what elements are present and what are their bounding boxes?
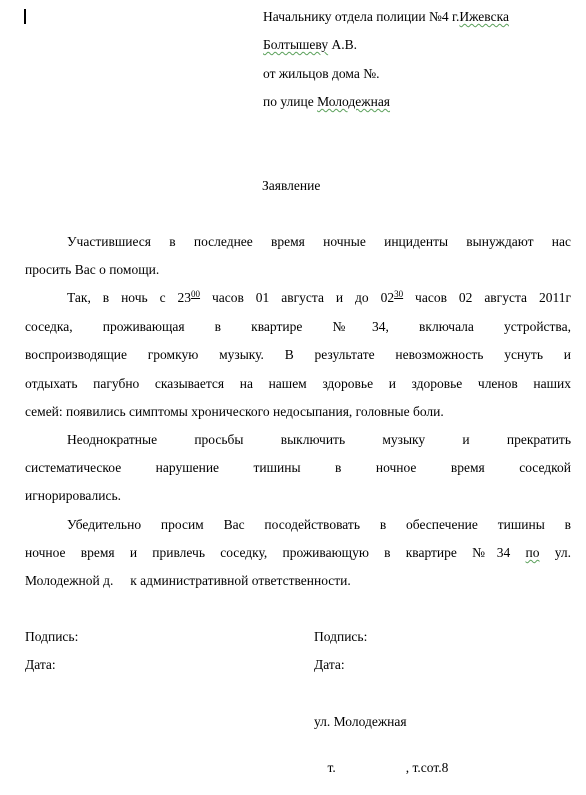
header-recipient-text: Начальнику отдела полиции №4 г. xyxy=(263,9,460,24)
para2-sup1: 00 xyxy=(191,289,201,299)
document-title: Заявление xyxy=(262,178,321,193)
header-street-prefix: по улице xyxy=(263,94,318,109)
header-street xyxy=(263,93,390,111)
header-street-name: Молодежная xyxy=(317,94,391,109)
para1-line1: Участившиеся в последнее время ночные инциденты вынуждают нас xyxy=(67,234,571,249)
text-cursor[interactable] xyxy=(24,9,26,24)
para2-text-b: часов 01 августа и до 02 xyxy=(200,290,395,305)
para2-line5: семей: появились симптомы хронического недосыпания, головные боли. xyxy=(25,404,444,419)
left-date-label: Дата: xyxy=(25,657,56,672)
header-surname: Болтышеву xyxy=(263,37,329,52)
para4-text-a: ночное время и привлечь соседку, проживающую в квартире №34 xyxy=(25,545,526,560)
header-recipient xyxy=(263,8,509,26)
address-street: ул. Молодежная xyxy=(314,714,407,729)
header-city: Ижевска xyxy=(459,9,509,24)
header-name xyxy=(263,36,357,54)
left-signature-label: Подпись: xyxy=(25,629,79,644)
para4-line1: Убедительно просим Вас посодействовать в обеспечение тишины в xyxy=(67,517,571,532)
address-phone xyxy=(314,741,448,795)
right-signature-label: Подпись: xyxy=(314,629,368,644)
para4-text-b: ул. xyxy=(539,545,571,560)
address-mobile: , т.сот.8 xyxy=(405,760,449,775)
para2-text-a: Так, в ночь с 23 xyxy=(67,290,192,305)
header-from: от жильцов дома №. xyxy=(263,66,380,81)
para2-line1 xyxy=(67,289,571,307)
para3-line1: Неоднократные просьбы выключить музыку и прекратить xyxy=(67,432,571,447)
para4-po: по xyxy=(525,545,540,560)
para4-line3: Молодежной д. к административной ответственности. xyxy=(25,573,351,588)
para1-line2: просить Вас о помощи. xyxy=(25,262,160,277)
para3-line2: систематическое нарушение тишины в ночное время соседкой xyxy=(25,460,571,475)
para2-line2: соседка, проживающая в квартире №34, включала устройства, xyxy=(25,319,571,334)
para2-line4: отдыхать пагубно сказывается на нашем здоровье и здоровье членов наших xyxy=(25,376,571,391)
para4-line2 xyxy=(25,544,571,562)
address-phone-prefix: т. xyxy=(327,760,336,775)
para2-sup2: 30 xyxy=(394,289,404,299)
right-date-label: Дата: xyxy=(314,657,345,672)
para2-line3: воспроизводящие громкую музыку. В результате невозможность уснуть и xyxy=(25,347,571,362)
header-initials: А.В. xyxy=(328,37,357,52)
para2-text-c: часов 02 августа 2011г xyxy=(403,290,571,305)
para3-line3: игнорировались. xyxy=(25,488,122,503)
